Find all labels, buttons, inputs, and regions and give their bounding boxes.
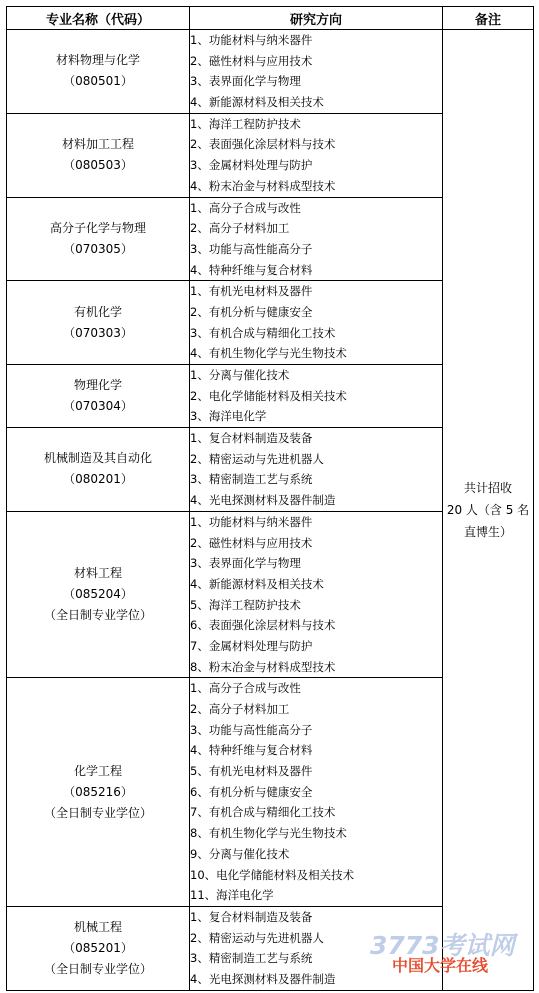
research-direction-item: 3、海洋电化学 [190, 409, 267, 424]
header-note: 备注 [443, 7, 534, 30]
research-direction-item: 9、分离与催化技术 [190, 846, 290, 861]
research-direction-item: 3、功能与高性能高分子 [190, 722, 313, 737]
note-cell [443, 30, 534, 991]
research-direction-item: 3、精密制造工艺与系统 [190, 472, 313, 487]
research-direction-item: 2、精密运动与先进机器人 [190, 451, 324, 466]
research-direction-item: 6、表面强化涂层材料与技术 [190, 618, 336, 633]
research-directions-cell [190, 511, 443, 678]
site-watermark [370, 932, 530, 982]
major-name: 材料工程 [73, 566, 122, 581]
major-name: 材料物理与化学 [55, 53, 140, 68]
major-code: （080503） [63, 158, 133, 173]
header-direction: 研究方向 [190, 7, 443, 30]
degree-type: （全日制专业学位） [43, 961, 152, 976]
research-directions-cell [190, 678, 443, 907]
research-directions-cell [190, 30, 443, 114]
note-line: 20 人（含 5 名 [446, 502, 530, 517]
research-direction-item: 2、磁性材料与应用技术 [190, 535, 313, 550]
research-direction-item: 2、有机分析与健康安全 [190, 304, 313, 319]
research-direction-item: 2、表面强化涂层材料与技术 [190, 137, 336, 152]
research-directions-cell [190, 281, 443, 365]
research-direction-item: 4、光电探测材料及器件制造 [190, 971, 336, 986]
research-direction-item: 4、特种纤维与复合材料 [190, 262, 313, 277]
research-direction-item: 4、特种纤维与复合材料 [190, 743, 313, 758]
research-direction-item: 3、精密制造工艺与系统 [190, 951, 313, 966]
research-direction-item: 8、粉末冶金与材料成型技术 [190, 659, 336, 674]
major-name-cell [7, 906, 190, 990]
research-direction-item: 5、海洋工程防护技术 [190, 597, 301, 612]
research-direction-item: 3、表界面化学与物理 [190, 74, 301, 89]
research-direction-item: 3、有机合成与精细化工技术 [190, 325, 336, 340]
research-direction-item: 3、表界面化学与物理 [190, 556, 301, 571]
research-direction-item: 1、高分子合成与改性 [190, 200, 301, 215]
research-directions-cell [190, 365, 443, 428]
research-direction-item: 11、海洋电化学 [190, 888, 274, 903]
research-directions-cell [190, 197, 443, 281]
major-name: 机械制造及其自动化 [43, 451, 152, 466]
major-code: （085204） [63, 587, 133, 602]
major-code: （085216） [63, 784, 133, 799]
research-directions-cell [190, 113, 443, 197]
research-direction-item: 2、高分子材料加工 [190, 702, 290, 716]
research-direction-item: 4、粉末冶金与材料成型技术 [190, 178, 336, 193]
research-direction-item: 8、有机生物化学与光生物技术 [190, 826, 347, 841]
note-line: 直博生） [463, 524, 512, 539]
major-code: （080501） [63, 74, 133, 89]
research-direction-item: 6、有机分析与健康安全 [190, 784, 313, 799]
research-direction-item: 4、有机生物化学与光生物技术 [190, 346, 347, 361]
research-direction-item: 10、电化学储能材料及相关技术 [190, 867, 355, 882]
research-direction-item: 2、高分子材料加工 [190, 221, 290, 236]
major-name-cell [7, 197, 190, 281]
major-name: 物理化学 [73, 378, 122, 393]
research-direction-item: 1、海洋工程防护技术 [190, 116, 301, 131]
major-name-cell [7, 281, 190, 365]
major-name-cell [7, 678, 190, 907]
major-code: （070304） [63, 399, 133, 414]
major-code: （085201） [63, 940, 133, 955]
major-name: 高分子化学与物理 [49, 220, 146, 235]
research-direction-item: 4、新能源材料及相关技术 [190, 576, 324, 591]
programs-table [6, 6, 534, 991]
major-name-cell [7, 511, 190, 678]
table-row [7, 30, 534, 114]
research-direction-item: 1、功能材料与纳米器件 [190, 33, 313, 47]
major-name-cell [7, 428, 190, 512]
degree-type: （全日制专业学位） [43, 608, 152, 623]
research-direction-item: 3、金属材料处理与防护 [190, 158, 313, 173]
table-header-row [7, 7, 534, 30]
header-major: 专业名称（代码） [7, 7, 190, 30]
major-name-cell [7, 30, 190, 114]
research-direction-item: 1、功能材料与纳米器件 [190, 514, 313, 529]
research-direction-item: 7、金属材料处理与防护 [190, 638, 313, 653]
research-direction-item: 3、功能与高性能高分子 [190, 241, 313, 256]
note-line: 共计招收 [463, 480, 512, 495]
research-direction-item: 1、分离与催化技术 [190, 368, 290, 382]
major-name: 化学工程 [73, 763, 122, 778]
research-direction-item: 7、有机合成与精细化工技术 [190, 805, 336, 820]
research-direction-item: 2、精密运动与先进机器人 [190, 930, 324, 945]
major-name: 机械工程 [73, 919, 122, 934]
major-name-cell [7, 365, 190, 428]
major-name: 材料加工工程 [61, 137, 134, 152]
research-direction-item: 1、复合材料制造及装备 [190, 431, 313, 446]
research-direction-item: 2、磁性材料与应用技术 [190, 53, 313, 68]
research-directions-cell [190, 428, 443, 512]
major-code: （070303） [63, 325, 133, 340]
research-direction-item: 2、电化学储能材料及相关技术 [190, 388, 347, 403]
research-direction-item: 1、复合材料制造及装备 [190, 909, 313, 924]
major-code: （080201） [63, 472, 133, 487]
research-direction-item: 5、有机光电材料及器件 [190, 764, 313, 779]
research-direction-item: 4、新能源材料及相关技术 [190, 95, 324, 110]
research-direction-item: 1、高分子合成与改性 [190, 681, 301, 696]
degree-type: （全日制专业学位） [43, 805, 152, 820]
research-direction-item: 4、光电探测材料及器件制造 [190, 493, 336, 508]
research-direction-item: 1、有机光电材料及器件 [190, 284, 313, 299]
watermark-subtitle: 中国大学在线 [392, 956, 489, 975]
major-code: （070305） [63, 241, 133, 256]
major-name: 有机化学 [73, 304, 122, 319]
watermark-logo: 3773考试网 [370, 931, 515, 960]
major-name-cell [7, 113, 190, 197]
